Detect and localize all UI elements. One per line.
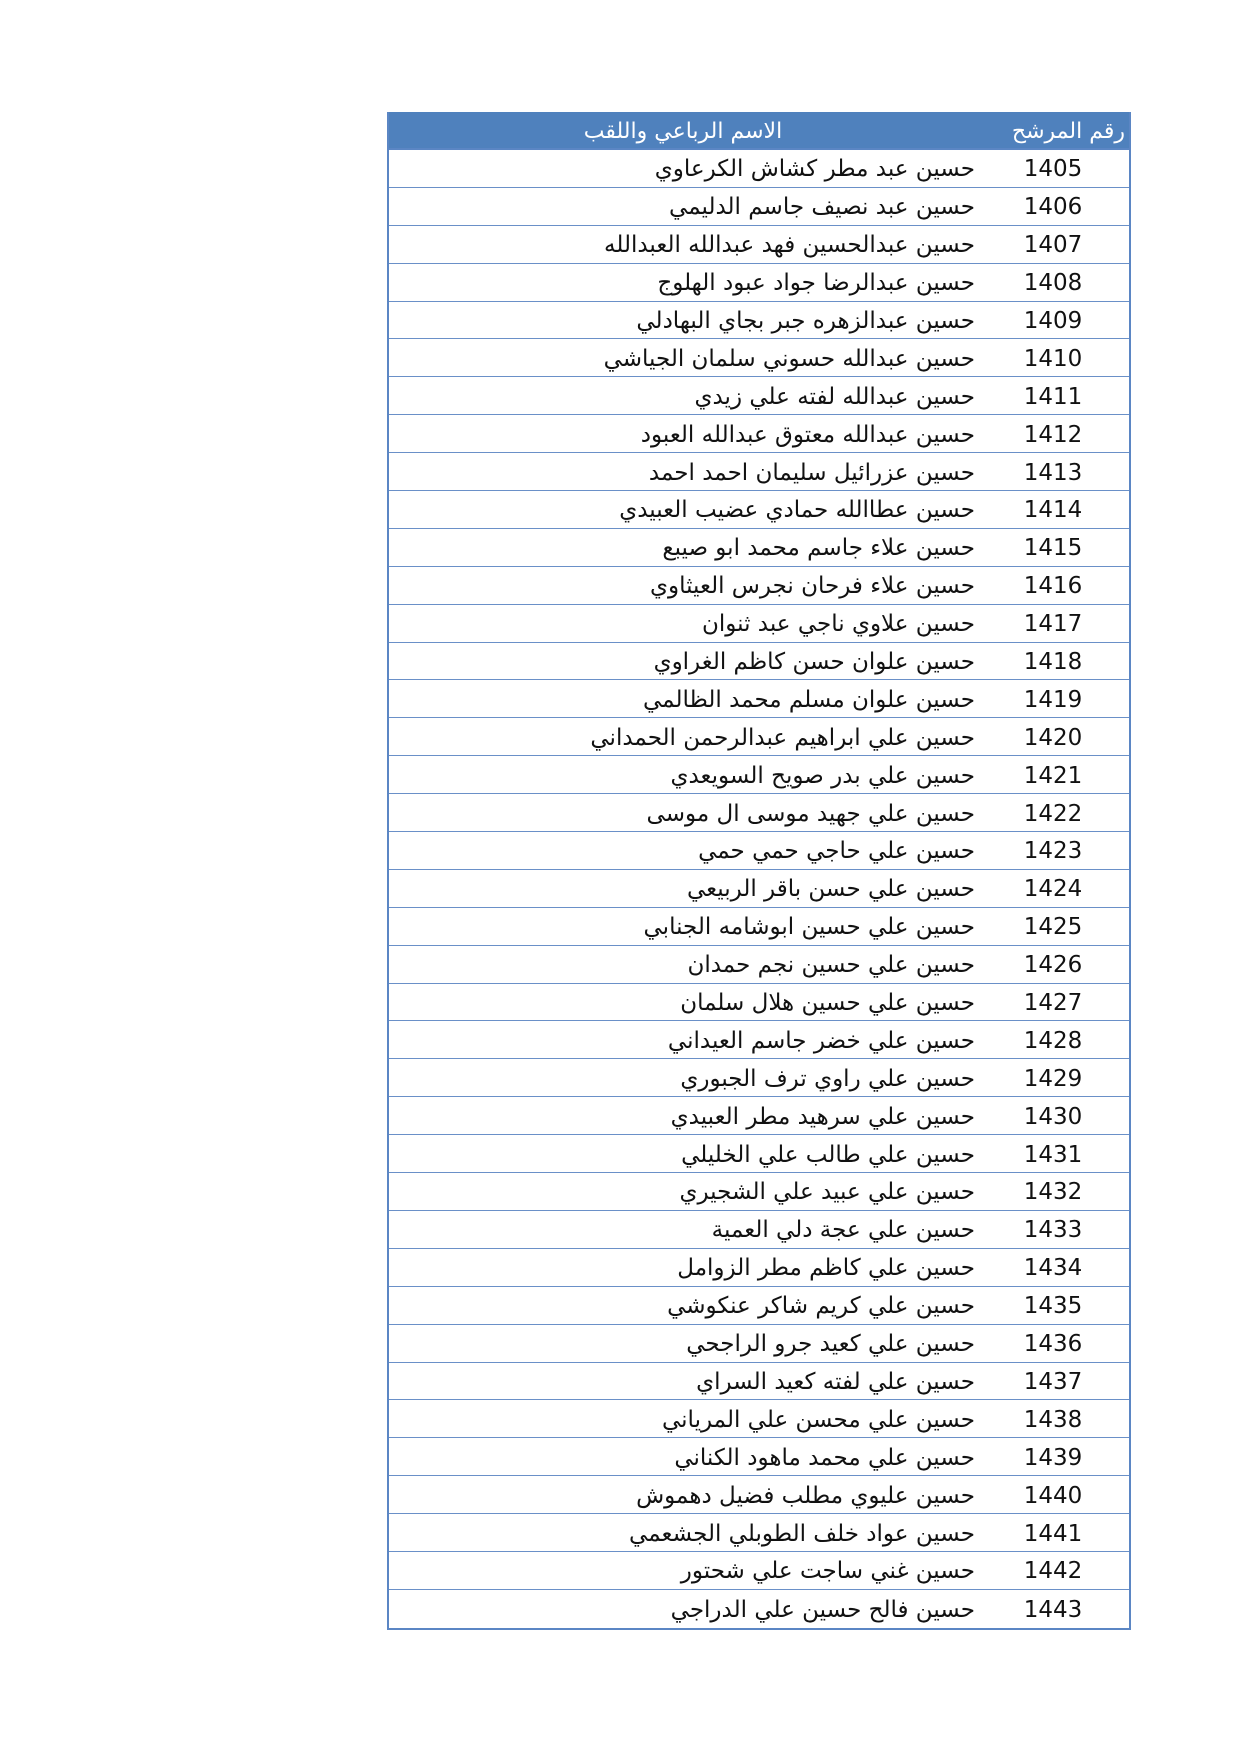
candidate-number: 1429 [1023,1065,1083,1092]
candidate-name: حسين علي كعيد جرو الراجحي [686,1331,975,1358]
table-row [389,1097,1129,1135]
table-row [389,415,1129,453]
candidate-name: حسين علي ابراهيم عبدالرحمن الحمداني [590,724,975,751]
table-row [389,1211,1129,1249]
candidate-number: 1406 [1023,194,1083,221]
table-header-row [389,112,1129,150]
table-row [389,339,1129,377]
candidate-name: حسين علاء فرحان نجرس العيثاوي [650,573,975,600]
candidate-name: حسين علي جهيد موسى ال موسى [646,800,975,827]
candidate-name: حسين علاء جاسم محمد ابو صيبع [662,535,975,562]
table-row [389,1514,1129,1552]
candidate-number: 1411 [1023,383,1083,410]
table-row [389,264,1129,302]
candidate-name: حسين علي حاجي حمي حمي [698,838,975,865]
candidate-name: حسين علوان مسلم محمد الظالمي [643,686,975,713]
candidate-name: حسين علاوي ناجي عبد ثنوان [701,611,975,638]
table-row [389,1173,1129,1211]
table-row [389,984,1129,1022]
table-row [389,1363,1129,1401]
candidate-table [387,112,1131,1630]
table-row [389,794,1129,832]
candidate-number: 1414 [1023,497,1083,524]
candidate-name: حسين علي بدر صويح السويعدي [670,762,975,789]
candidate-number: 1436 [1023,1331,1083,1358]
candidate-number: 1405 [1023,156,1083,183]
candidate-name: حسين علي حسين هلال سلمان [680,990,975,1017]
candidate-number: 1435 [1023,1293,1083,1320]
candidate-name: حسين عطاالله حمادي عضيب العبيدي [619,497,975,524]
candidate-number: 1437 [1023,1368,1083,1395]
candidate-number: 1439 [1023,1444,1083,1471]
candidate-name: حسين علي سرهيد مطر العبيدي [670,1103,975,1130]
candidate-name: حسين عبدالله حسوني سلمان الجياشي [603,345,975,372]
candidate-name: حسين علي حسن باقر الربيعي [687,876,975,903]
candidate-number: 1417 [1023,611,1083,638]
candidate-name: حسين فالح حسين علي الدراجي [670,1596,975,1623]
table-row [389,491,1129,529]
candidate-number: 1420 [1023,724,1083,751]
table-row [389,567,1129,605]
candidate-number: 1434 [1023,1255,1083,1282]
candidate-number: 1440 [1023,1482,1083,1509]
candidate-name: حسين عبد مطر كشاش الكرعاوي [654,156,975,183]
candidate-number: 1422 [1023,800,1083,827]
table-row [389,908,1129,946]
table-row [389,1476,1129,1514]
table-row [389,302,1129,340]
candidate-number: 1426 [1023,952,1083,979]
candidate-name: حسين علوان حسن كاظم الغراوي [653,649,975,676]
candidate-number: 1438 [1023,1406,1083,1433]
candidate-name: حسين عبدالله معتوق عبدالله العبود [640,421,975,448]
table-row [389,946,1129,984]
candidate-number: 1424 [1023,876,1083,903]
candidate-name: حسين علي حسين ابوشامه الجنابي [643,914,975,941]
table-row [389,870,1129,908]
table-row [389,377,1129,415]
table-row [389,1135,1129,1173]
candidate-name: حسين عواد خلف الطوبلي الجشعمي [629,1520,975,1547]
candidate-name: حسين علي لفته كعيد السراي [696,1368,975,1395]
candidate-name: حسين علي راوي ترف الجبوري [680,1065,975,1092]
table-row [389,1438,1129,1476]
candidate-number: 1430 [1023,1103,1083,1130]
candidate-number: 1412 [1023,421,1083,448]
candidate-number: 1409 [1023,308,1083,334]
table-row [389,150,1129,188]
table-row [389,1059,1129,1097]
table-row [389,1325,1129,1363]
candidate-name: حسين عزرائيل سليمان احمد احمد [648,459,975,486]
candidate-number: 1431 [1023,1141,1083,1168]
table-row [389,188,1129,226]
table-body [389,150,1129,1628]
header-candidate-number: رقم المرشح [1011,118,1125,144]
table-row [389,605,1129,643]
candidate-number: 1432 [1023,1179,1083,1206]
candidate-number: 1428 [1023,1027,1083,1054]
candidate-name: حسين غني ساجت علي شحتور [680,1558,975,1585]
table-row [389,643,1129,681]
table-row [389,718,1129,756]
table-row [389,1249,1129,1287]
table-row [389,680,1129,718]
candidate-number: 1425 [1023,914,1083,941]
table-row [389,1590,1129,1628]
table-row [389,832,1129,870]
candidate-name: حسين علي محسن علي المرياني [661,1406,975,1433]
candidate-name: حسين عبدالرضا جواد عبود الهلوج [657,270,975,297]
candidate-number: 1408 [1023,270,1083,297]
candidate-number: 1415 [1023,535,1083,562]
candidate-number: 1433 [1023,1217,1083,1244]
candidate-number: 1413 [1023,459,1083,486]
table-row [389,1400,1129,1438]
table-row [389,529,1129,567]
candidate-name: حسين عليوي مطلب فضيل دهموش [636,1482,975,1509]
candidate-name: حسين عبدالحسين فهد عبدالله العبدالله [604,232,975,259]
candidate-name: حسين عبدالزهره جبر بجاي البهادلي [636,308,975,334]
table-row [389,1552,1129,1590]
candidate-name: حسين علي عبيد علي الشجيري [679,1179,975,1206]
candidate-number: 1416 [1023,573,1083,600]
candidate-name: حسين علي حسين نجم حمدان [687,952,975,979]
table-row [389,453,1129,491]
candidate-name: حسين علي كاظم مطر الزوامل [677,1255,975,1282]
candidate-number: 1421 [1023,762,1083,789]
candidate-number: 1410 [1023,345,1083,372]
candidate-name: حسين عبد نصيف جاسم الدليمي [669,194,975,221]
table-row [389,226,1129,264]
table-row [389,1287,1129,1325]
candidate-name: حسين علي عجة دلي العمية [711,1217,975,1244]
candidate-number: 1419 [1023,686,1083,713]
candidate-name: حسين علي خضر جاسم العيداني [667,1027,975,1054]
candidate-number: 1418 [1023,649,1083,676]
header-full-name: الاسم الرباعي واللقب [583,118,783,144]
candidate-name: حسين علي طالب علي الخليلي [681,1141,975,1168]
candidate-number: 1423 [1023,838,1083,865]
candidate-number: 1442 [1023,1558,1083,1585]
candidate-name: حسين عبدالله لفته علي زيدي [694,383,975,410]
table-row [389,1021,1129,1059]
candidate-name: حسين علي محمد ماهود الكناني [674,1444,975,1471]
table-row [389,756,1129,794]
candidate-number: 1407 [1023,232,1083,259]
candidate-number: 1427 [1023,990,1083,1017]
candidate-number: 1441 [1023,1520,1083,1547]
candidate-name: حسين علي كريم شاكر عنكوشي [667,1293,975,1320]
candidate-number: 1443 [1023,1596,1083,1623]
